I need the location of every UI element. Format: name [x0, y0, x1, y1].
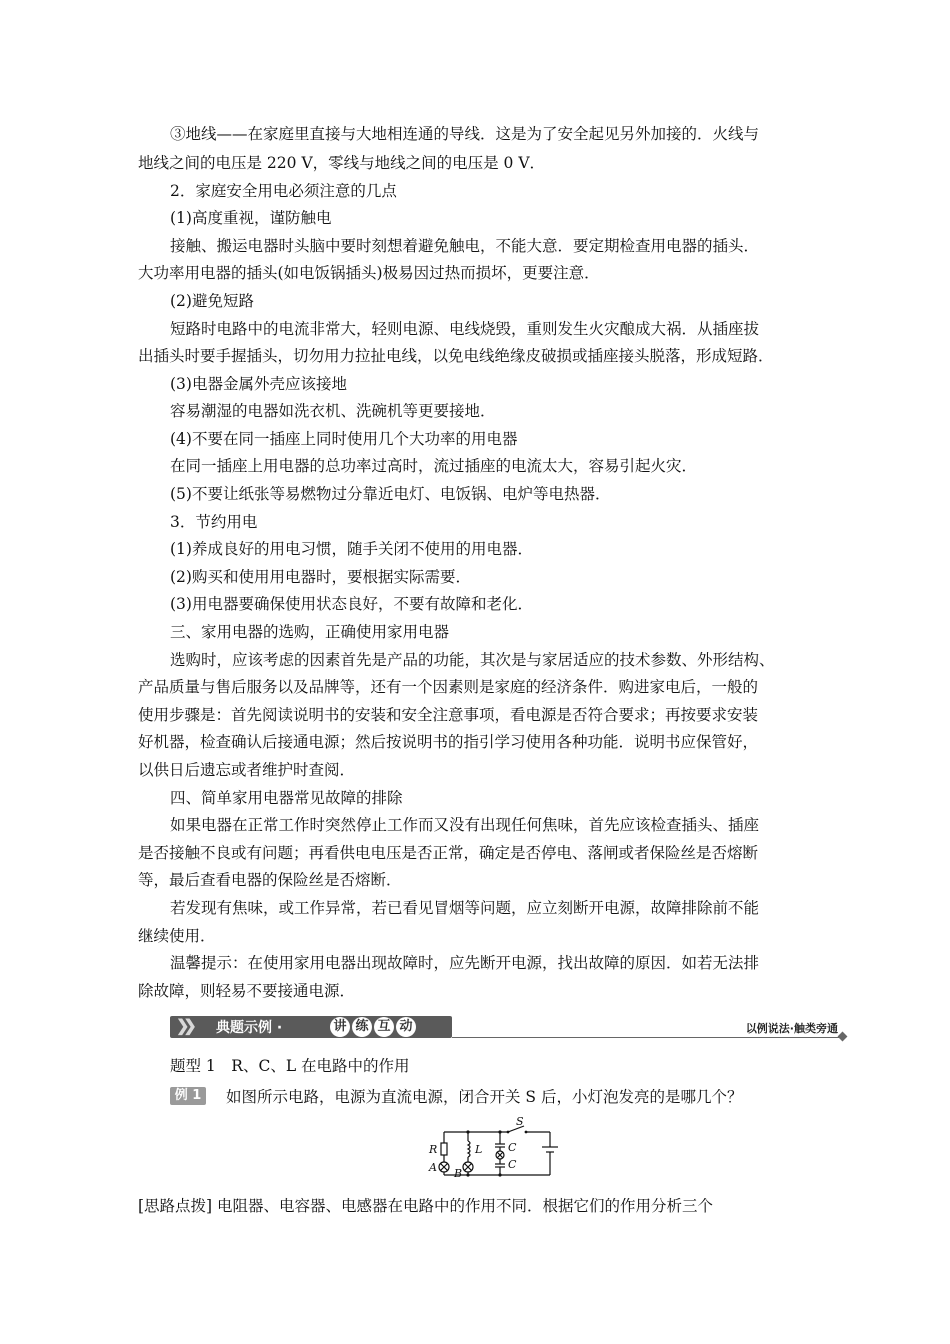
capacitor-label: C — [508, 1141, 517, 1154]
question-type-title: 题型 1 R、C、L 在电路中的作用 — [170, 1057, 410, 1075]
example-question: 如图所示电路，电源为直流电源，闭合开关 S 后，小灯泡发亮的是哪几个？ — [226, 1088, 743, 1106]
paragraph-line: 以供日后遗忘或者维护时查阅． — [138, 761, 356, 779]
paragraph-line: 大功率用电器的插头(如电饭锅插头)极易因过热而损坏，更要注意． — [138, 264, 600, 282]
paragraph-line: 选购时，应该考虑的因素首先是产品的功能，其次是与家居适应的技术参数、外形结构、 — [170, 651, 775, 669]
list-subheading: (3)电器金属外壳应该接地 — [170, 375, 347, 393]
list-item: (2)购买和使用用电器时，要根据实际需要． — [170, 568, 471, 586]
paragraph-line: 接触、搬运电器时头脑中要时刻想着避免触电，不能大意．要定期检查用电器的插头． — [170, 237, 760, 255]
paragraph-line: 在同一插座上用电器的总功率过高时，流过插座的电流太大，容易引起火灾． — [170, 457, 698, 475]
capacitor-label: C — [508, 1158, 517, 1171]
paragraph-line: 产品质量与售后服务以及品牌等，还有一个因素则是家庭的经济条件．购进家电后，一般的 — [138, 678, 759, 696]
double-chevron-icon: ❯❯ — [176, 1016, 191, 1035]
list-item: (3)用电器要确保使用状态良好，不要有故障和老化． — [170, 595, 533, 613]
section-heading: 三、家用电器的选购，正确使用家用电器 — [170, 623, 450, 641]
lamp-a-label: A — [429, 1161, 437, 1174]
paragraph-line: 出插头时要手握插头，切勿用力拉扯电线，以免电线绝缘皮破损或插座接头脱落，形成短路． — [138, 347, 774, 365]
banner-rule — [452, 1037, 842, 1038]
banner-circle-char: 动 — [396, 1017, 416, 1037]
list-subheading: (5)不要让纸张等易燃物过分靠近电灯、电饭锅、电炉等电热器． — [170, 485, 611, 503]
paragraph-line: 温馨提示：在使用家用电器出现故障时，应先断开电源，找出故障的原因．如若无法排 — [170, 954, 760, 972]
paragraph-line: 等，最后查看电器的保险丝是否熔断． — [138, 871, 402, 889]
banner-circle-char: 练 — [352, 1017, 372, 1037]
list-subheading: (2)避免短路 — [170, 292, 254, 310]
diamond-icon — [838, 1032, 848, 1042]
list-subheading: (4)不要在同一插座上同时使用几个大功率的用电器 — [170, 430, 518, 448]
paragraph-line: 若发现有焦味，或工作异常，若已看见冒烟等问题，应立刻断开电源，故障排除前不能 — [170, 899, 760, 917]
paragraph-line: 短路时电路中的电流非常大，轻则电源、电线烧毁，重则发生火灾酿成大祸．从插座拔 — [170, 320, 760, 338]
paragraph-line: 好机器，检查确认后接通电源；然后按说明书的指引学习使用各种功能．说明书应保管好， — [138, 733, 759, 751]
paragraph-line: 是否接触不良或有问题；再看供电电压是否正常，确定是否停电、落闸或者保险丝是否熔断 — [138, 844, 759, 862]
circuit-diagram — [420, 1117, 570, 1183]
list-subheading: (1)高度重视，谨防触电 — [170, 209, 332, 227]
paragraph-line: 地线之间的电压是 220 V，零线与地线之间的电压是 0 V． — [138, 154, 546, 172]
paragraph-line: 容易潮湿的电器如洗衣机、洗碗机等更要接地． — [170, 402, 496, 420]
list-heading: 3．节约用电 — [170, 513, 258, 531]
paragraph-line: 如果电器在正常工作时突然停止工作而又没有出现任何焦味，首先应该检查插头、插座 — [170, 816, 760, 834]
inductor-label: L — [475, 1143, 483, 1156]
paragraph-line: 继续使用． — [138, 927, 216, 945]
banner-subtitle: 以例说法·触类旁通 — [745, 1022, 838, 1035]
list-heading: 2．家庭安全用电必须注意的几点 — [170, 182, 397, 200]
paragraph-line: ③地线——在家庭里直接与大地相连通的导线．这是为了安全起见另外加接的．火线与 — [170, 125, 760, 143]
list-item: (1)养成良好的用电习惯，随手关闭不使用的用电器． — [170, 540, 533, 558]
switch-label: S — [516, 1117, 524, 1128]
lamp-b-label: B — [454, 1167, 463, 1180]
paragraph-line: 除故障，则轻易不要接通电源． — [138, 982, 356, 1000]
section-banner — [170, 1012, 842, 1040]
section-heading: 四、简单家用电器常见故障的排除 — [170, 789, 403, 807]
resistor-label: R — [429, 1143, 438, 1156]
banner-circle-char: 讲 — [330, 1017, 350, 1037]
banner-circles — [330, 1017, 416, 1037]
banner-circle-char: 互 — [374, 1017, 394, 1037]
example-tag: 例 1 — [170, 1087, 206, 1105]
hint-line: [思路点拨] 电阻器、电容器、电感器在电路中的作用不同．根据它们的作用分析三个 — [138, 1197, 714, 1215]
paragraph-line: 使用步骤是：首先阅读说明书的安装和安全注意事项，看电源是否符合要求；再按要求安装 — [138, 706, 759, 724]
banner-title: 典题示例 · — [216, 1020, 283, 1036]
